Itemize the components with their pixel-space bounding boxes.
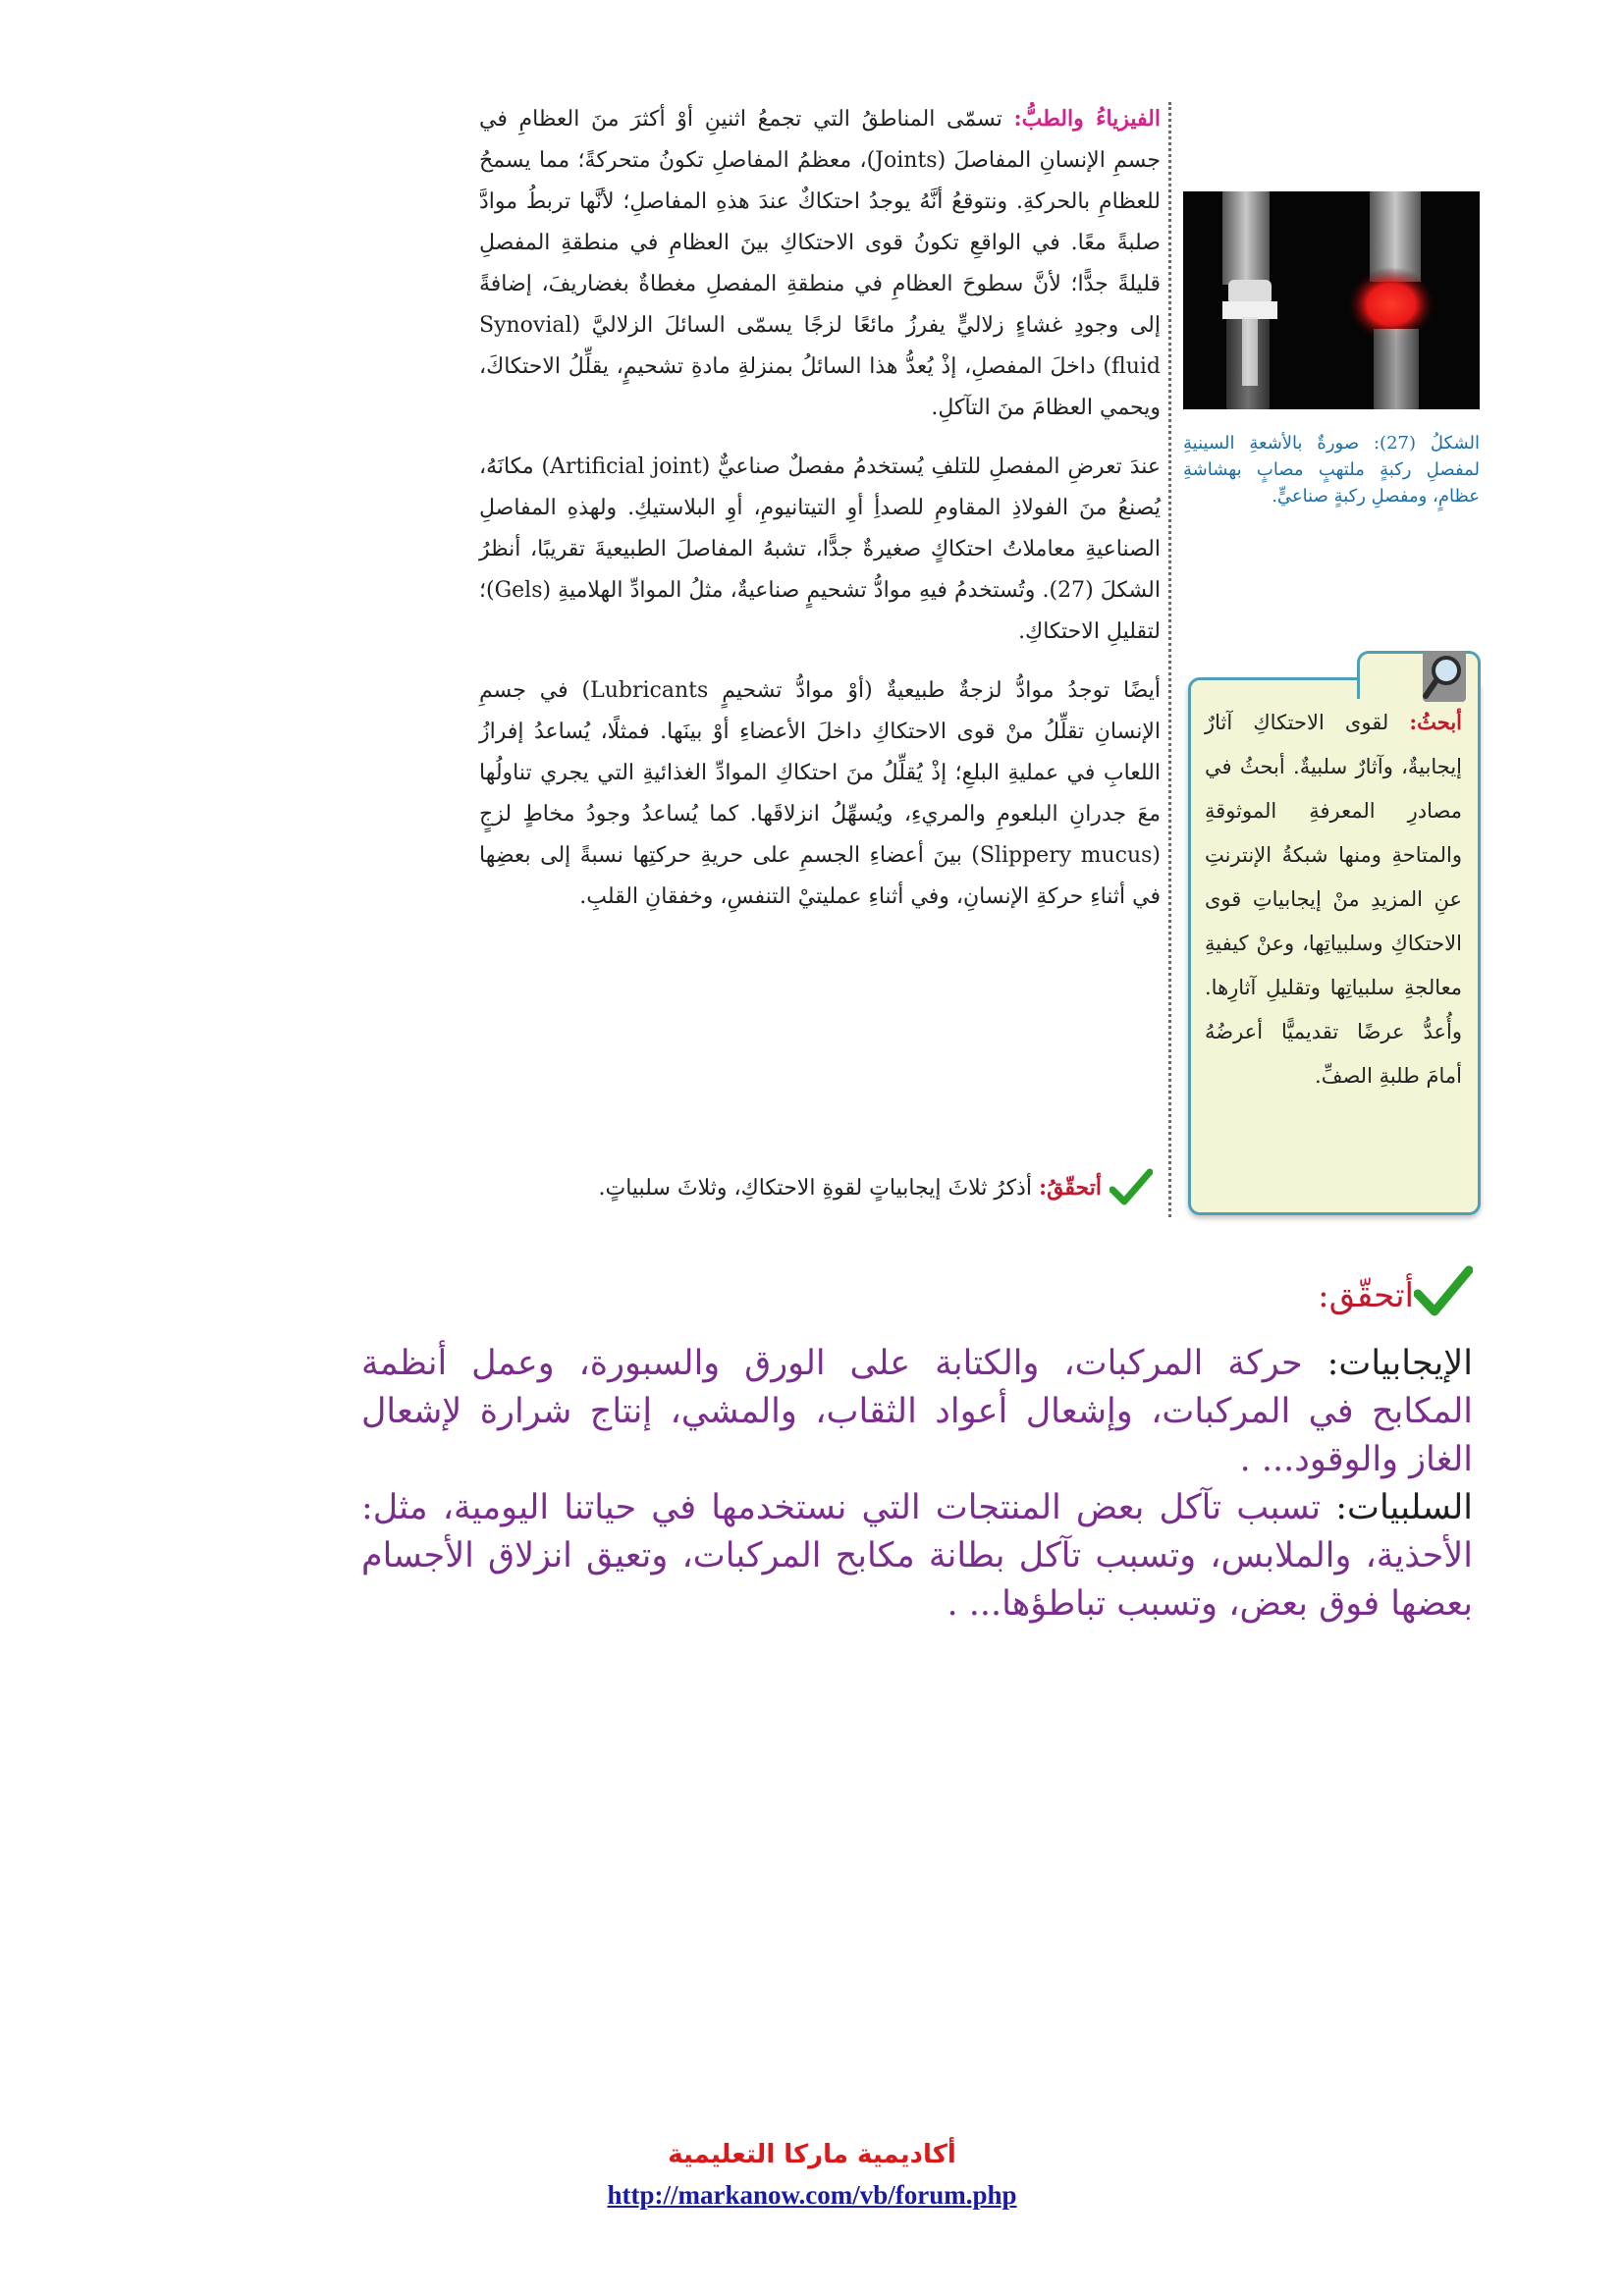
research-label: أبحثُ: (1409, 710, 1462, 734)
answer-positives (361, 1340, 1473, 1484)
paragraph-lubricants: أيضًا توجدُ موادُّ لزجةٌ طبيعيةٌ (أوْ موادُّ تشحيمٍ Lubricants) في جسمِ الإنسانِ تقلِّلُ منْ قوى الاحتكاكِ داخلَ الأعضاءِ أوْ بينَها. فمثلًا، يُساعدُ إفرازُ اللعابِ في عمليةِ البلعِ؛ إذْ يُقلِّلُ منَ احتكاكِ الموادِّ الغذائيةِ التي يجري تناولُها معَ جدرانِ البلعومِ والمريءِ، ويُسهِّلُ انزلاقَها. كما يُساعدُ وجودُ مخاطٍ لزجٍ (Slippery mucus) بينَ أعضاءِ الجسمِ على حريةِ حركتِها نسبةً إلى بعضِها في أثناءِ حركةِ الإنسانِ، وفي أثناءِ عمليتيْ التنفسِ، وخفقانِ القلبِ. (479, 678, 1162, 909)
research-body: لقوى الاحتكاكِ آثارٌ إيجابيةٌ، وآثارٌ سلبيةٌ. أبحثُ في مصادرِ المعرفةِ الموثوقةِ والمتاحةِ ومنها شبكةُ الإنترنتِ عنِ المزيدِ منْ إيجابياتِ قوى الاحتكاكِ وسلبياتِها، وعنْ كيفيةِ معالجةِ سلبياتِها وتقليلِ آثارِها. وأُعدُّ عرضًا تقديميًّا أعرضُهُ أمامَ طلبةِ الصفِّ. (1205, 711, 1462, 1088)
research-box (1188, 677, 1481, 1215)
paragraph-body: تسمّى المناطقُ التي تجمعُ اثنينِ أوْ أكثرَ منَ العظامِ في جسمِ الإنسانِ المفاصلَ (Joints)، معظمُ المفاصلِ تكونُ متحركةً؛ مما يسمحُ للعظامِ بالحركةِ. ونتوقعُ أنَّهُ يوجدُ احتكاكٌ عندَ هذهِ المفاصلِ؛ لأنَّها تربطُ موادَّ صلبةً معًا. في الواقعِ تكونُ قوى الاحتكاكِ بينَ العظامِ في منطقةِ المفصلِ قليلةً جدًّا؛ لأنَّ سطوحَ العظامِ في منطقةِ المفصلِ مغطاةٌ بغضاريفَ، إضافةً إلى وجودِ غشاءٍ زلاليٍّ يفرزُ مائعًا لزجًا يسمّى السائلَ الزلاليَّ (Synovial fluid) داخلَ المفصلِ، إذْ يُعدُّ هذا السائلُ بمنزلةِ مادةِ تشحيمٍ، يقلِّلُ الاحتكاكَ، ويحمي العظامَ منَ التآكلِ. (479, 107, 1161, 420)
answer-negatives (361, 1484, 1473, 1629)
check-label: أتحقّقُ: (1038, 1175, 1102, 1201)
main-column (479, 98, 1161, 935)
answer-heading: أتحقّق: (1318, 1276, 1414, 1315)
negatives-label: السلبيات: (1335, 1488, 1473, 1527)
paragraph-physics-medicine (479, 98, 1161, 429)
figure-caption: الشكلُ (27): صورةٌ بالأشعةِ السينيةِ لمفصلِ ركبةٍ ملتهبٍ مصابٍ بهشاشةِ عظامٍ، ومفصلِ ركبةٍ صناعيٍّ. (1183, 433, 1481, 507)
footer-link[interactable]: http://markanow.com/vb/forum.php (607, 2180, 1017, 2210)
check-icon (1110, 1168, 1153, 1207)
positives-text: حركة المركبات، والكتابة على الورق والسبورة، وعمل أنظمة المكابح في المركبات، وإشعال أعواد الثقاب، والمشي، إنتاج شرارة لإشعال الغاز والوقود... . (361, 1344, 1473, 1479)
paragraph-artificial-joint: عندَ تعرضِ المفصلِ للتلفِ يُستخدمُ مفصلٌ صناعيٌّ (Artificial joint) مكانَهُ، يُصنعُ منَ الفولاذِ المقاومِ للصدأِ أوِ التيتانيومِ، أوِ البلاستيكِ. ولهذهِ المفاصلِ الصناعيةِ معاملاتُ احتكاكٍ صغيرةٌ جدًّا، تشبهُ المفاصلَ الطبيعيةَ تقريبًا، أنظرُ الشكلَ (27). وتُستخدمُ فيهِ موادُّ تشحيمٍ صناعيةٌ، مثلُ الموادِّ الهلاميةِ (Gels)؛ لتقليلِ الاحتكاكِ. (479, 454, 1161, 644)
positives-label: الإيجابيات: (1326, 1344, 1473, 1383)
check-icon (1414, 1264, 1473, 1319)
column-divider (1168, 102, 1171, 1217)
magnifier-icon (1419, 647, 1470, 706)
footer-academy-name: أكاديمية ماركا التعليمية (668, 2140, 956, 2169)
check-question (503, 1168, 1102, 1208)
knee-xray-image (1183, 191, 1480, 409)
negatives-text: تسبب تآكل بعض المنتجات التي نستخدمها في حياتنا اليومية، مثل: الأحذية، والملابس، وتسبب تآكل بطانة مكابح المركبات، وتعيق انزلاق الأجسام بعضها فوق بعض، وتسبب تباطؤها... . (361, 1488, 1473, 1624)
answer-body (361, 1340, 1473, 1629)
check-text: أذكرُ ثلاثَ إيجابياتٍ لقوةِ الاحتكاكِ، وثلاثَ سلبياتٍ. (598, 1176, 1032, 1201)
paragraph-heading: الفيزياءُ والطبُّ: (1013, 106, 1161, 132)
